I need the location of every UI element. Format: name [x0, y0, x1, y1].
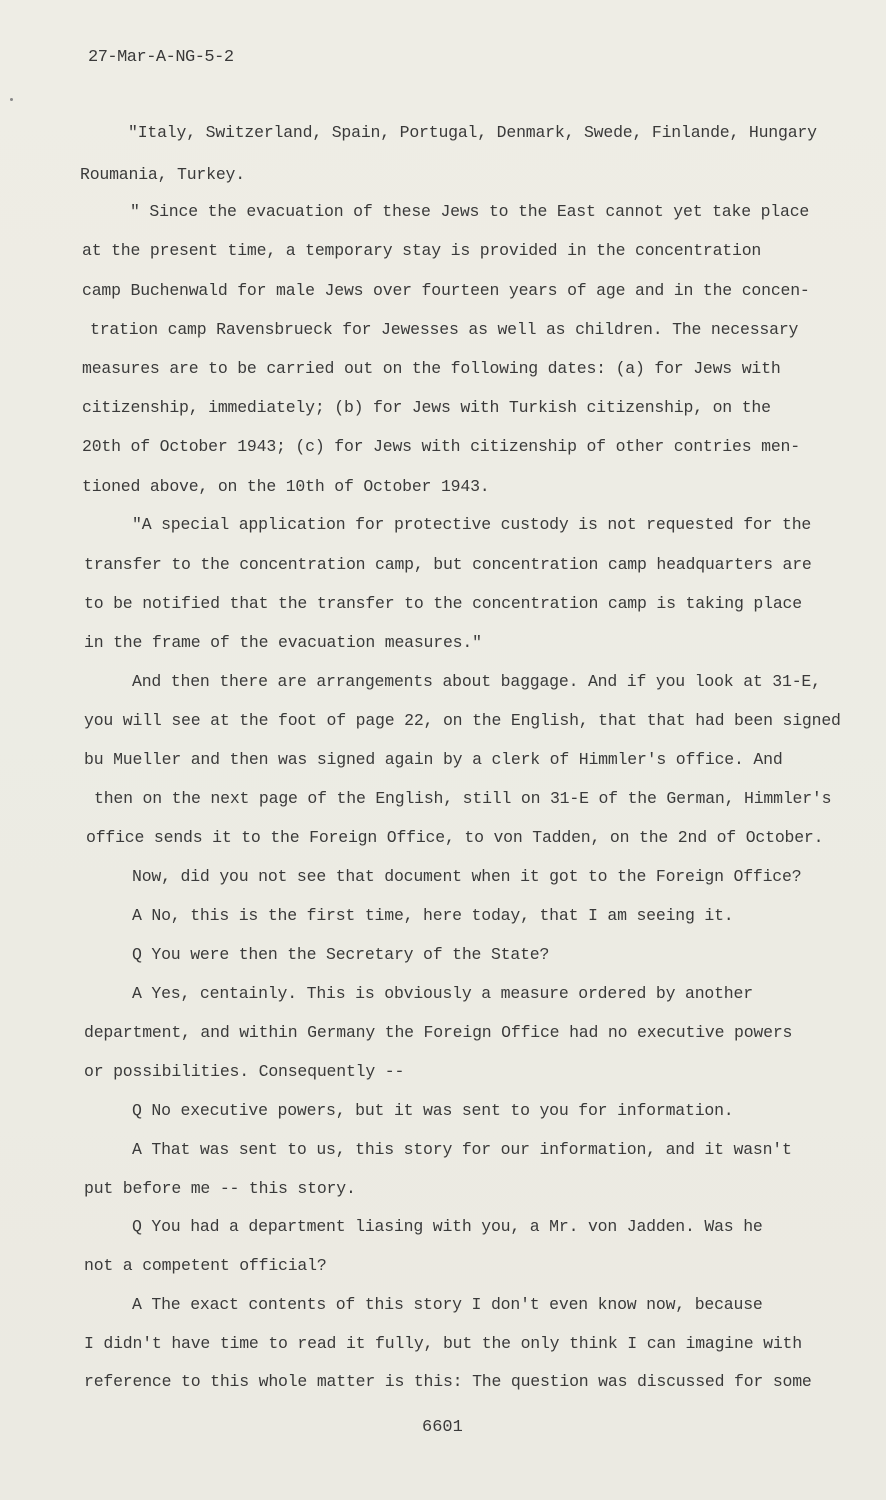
text-line: transfer to the concentration camp, but concentration camp headquarters are — [84, 555, 812, 574]
text-line: tration camp Ravensbrueck for Jewesses as well as children. The necessary — [90, 320, 799, 339]
text-line: A That was sent to us, this story for our information, and it wasn't — [132, 1140, 792, 1159]
text-line: Now, did you not see that document when it got to the Foreign Office? — [132, 867, 802, 886]
text-line: to be notified that the transfer to the concentration camp is taking place — [84, 594, 802, 613]
text-line: Roumania, Turkey. — [80, 165, 245, 184]
text-line: And then there are arrangements about baggage. And if you look at 31-E, — [132, 672, 821, 691]
text-line: not a competent official? — [84, 1256, 327, 1275]
text-line: in the frame of the evacuation measures." — [84, 633, 482, 652]
edge-mark — [10, 98, 13, 101]
text-line: you will see at the foot of page 22, on the English, that that had been signed — [84, 711, 841, 730]
text-line: "A special application for protective custody is not requested for the — [132, 515, 812, 534]
text-line: A The exact contents of this story I don't even know now, because — [132, 1295, 763, 1314]
text-line: bu Mueller and then was signed again by a clerk of Himmler's office. And — [84, 750, 783, 769]
text-line: I didn't have time to read it fully, but the only think I can imagine with — [84, 1334, 802, 1353]
text-line: put before me -- this story. — [84, 1179, 356, 1198]
text-line: citizenship, immediately; (b) for Jews with Turkish citizenship, on the — [82, 398, 771, 417]
text-line: A No, this is the first time, here today, that I am seeing it. — [132, 906, 734, 925]
text-line: Q No executive powers, but it was sent to you for information. — [132, 1101, 734, 1120]
text-line: " Since the evacuation of these Jews to the East cannot yet take place — [130, 202, 810, 221]
text-line: department, and within Germany the Foreign Office had no executive powers — [84, 1023, 793, 1042]
text-line: camp Buchenwald for male Jews over fourteen years of age and in the concen- — [82, 281, 810, 300]
text-line: then on the next page of the English, still on 31-E of the German, Himmler's — [94, 789, 832, 808]
text-line: "Italy, Switzerland, Spain, Portugal, Denmark, Swede, Finlande, Hungary — [128, 123, 817, 142]
text-line: at the present time, a temporary stay is provided in the concentration — [82, 241, 762, 260]
text-line: A Yes, centainly. This is obviously a measure ordered by another — [132, 984, 753, 1003]
text-line: 20th of October 1943; (c) for Jews with citizenship of other contries men- — [82, 437, 800, 456]
document-id: 27-Mar-A-NG-5-2 — [88, 48, 234, 67]
text-line: tioned above, on the 10th of October 1943. — [82, 477, 490, 496]
text-line: office sends it to the Foreign Office, to von Tadden, on the 2nd of October. — [86, 828, 824, 847]
text-line: Q You were then the Secretary of the State? — [132, 945, 550, 964]
text-line: or possibilities. Consequently -- — [84, 1062, 405, 1081]
text-line: Q You had a department liasing with you, a Mr. von Jadden. Was he — [132, 1217, 763, 1236]
page-number: 6601 — [422, 1418, 463, 1437]
text-line: measures are to be carried out on the following dates: (a) for Jews with — [82, 359, 781, 378]
text-line: reference to this whole matter is this: The question was discussed for some — [84, 1372, 812, 1391]
